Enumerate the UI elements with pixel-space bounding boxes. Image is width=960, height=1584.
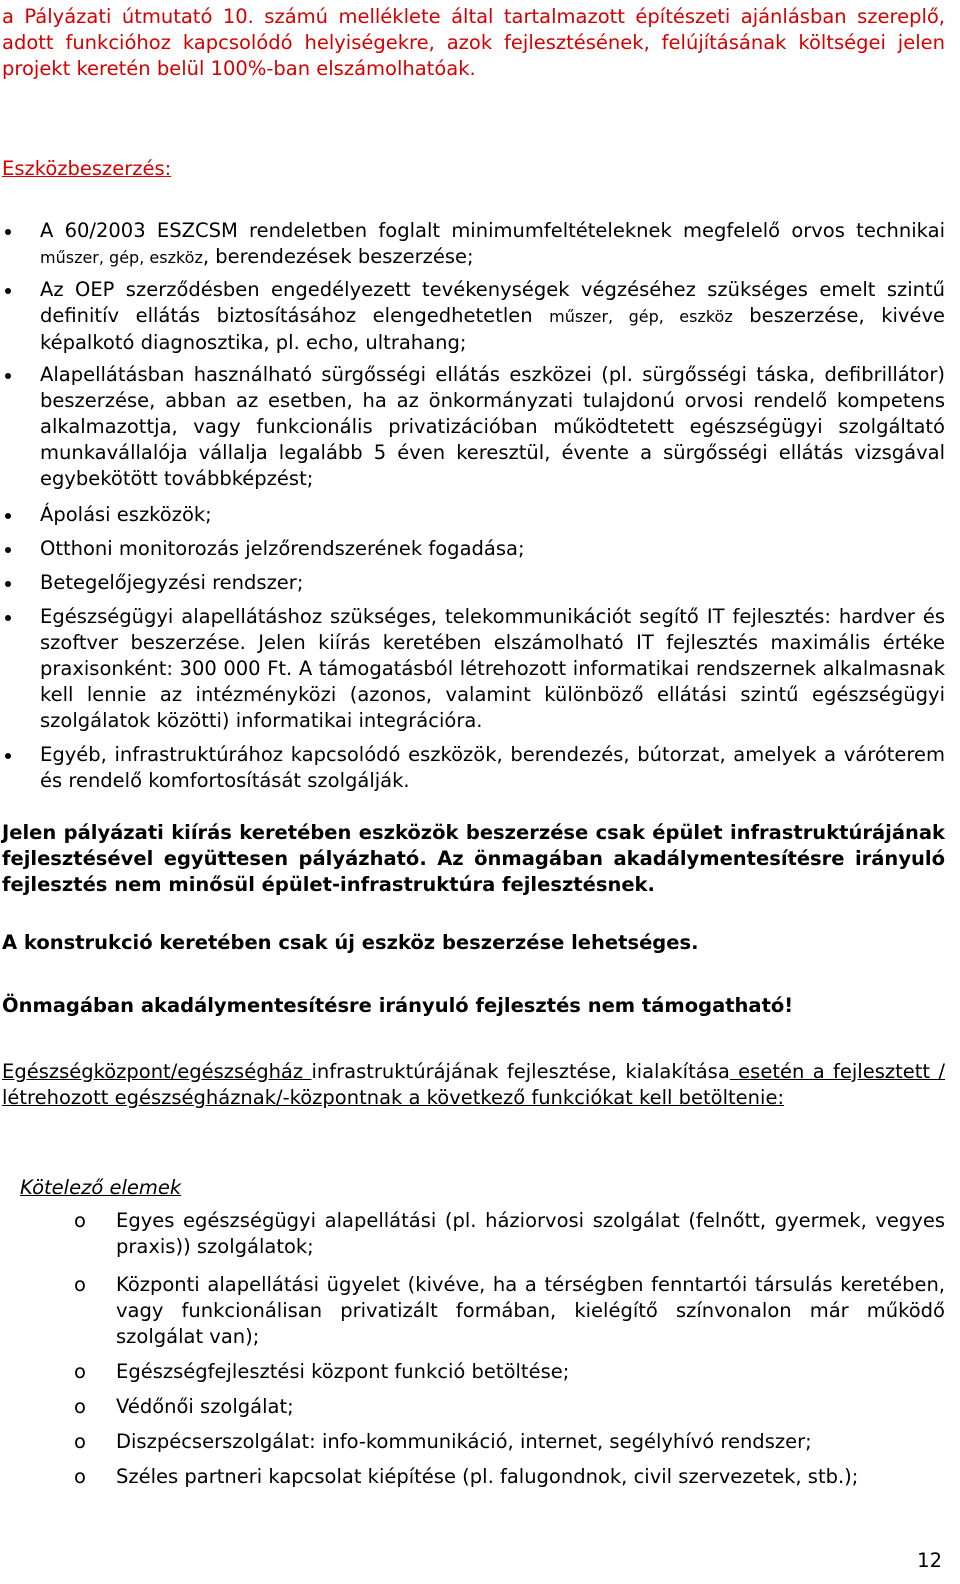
- page-number: 12: [917, 1549, 942, 1572]
- list-item: [0, 742, 945, 794]
- list-item-text: Betegelőjegyzési rendszer;: [40, 571, 304, 594]
- bold-paragraph-3: Önmagában akadálymentesítésre irányuló fejlesztés nem támogatható!: [2, 994, 794, 1017]
- list-item: o Diszpécserszolgálat: info-kommunikáció, internet, segélyhívó rendszer;: [0, 1429, 945, 1455]
- bold-paragraph-2: A konstrukció keretében csak új eszköz beszerzése lehetséges.: [2, 931, 699, 954]
- list-item: o Védőnői szolgálat;: [0, 1394, 945, 1420]
- list-item-text: , berendezések beszerzése;: [202, 245, 474, 268]
- bold-paragraph-1: Jelen pályázati kiírás keretében eszközök beszerzése csak épület infrastruktúrájának fejlesztésével együttesen pályázható. Az önmagában akadálymentesítésre irányuló fejlesztés nem minősül épület-infrastruktúra fejlesztésnek.: [2, 821, 945, 896]
- center-plain-text: infrastruktúrájának fejlesztése, kialakítása: [311, 1060, 730, 1083]
- list-item: [0, 536, 945, 562]
- list-item: o Egyes egészségügyi alapellátási (pl. háziorvosi szolgálat (felnőtt, gyermek, vegyes praxis)) szolgálatok;: [0, 1208, 945, 1260]
- list-item-text: Egyéb, infrastruktúrához kapcsolódó eszközök, berendezés, bútorzat, amelyek a váróterem és rendelő komfortosítását szolgálják.: [40, 743, 945, 792]
- center-underlined-text: Egészségközpont/egészségház: [2, 1060, 312, 1083]
- list-item-text: Otthoni monitorozás jelzőrendszerének fogadása;: [40, 537, 525, 560]
- list-item-text-small: műszer, gép, eszköz: [40, 248, 203, 267]
- intro-paragraph: a Pályázati útmutató 10. számú melléklete által tartalmazott építészeti ajánlásban szereplő, adott funkcióhoz kapcsolódó helyiségekre, azok fejlesztésének, felújításának költségei jelen projekt keretén belül 100%-ban elszámolhatóak.: [2, 5, 945, 80]
- list-item: o Széles partneri kapcsolat kiépítése (pl. falugondnok, civil szervezetek, stb.);: [0, 1464, 945, 1490]
- list-item-text: beszerzése, kivéve képalkotó diagnosztika, pl. echo, ultrahang;: [40, 304, 945, 354]
- list-item: o Egészségfejlesztési központ funkció betöltése;: [0, 1359, 945, 1385]
- kotelezo-heading: Kötelező elemek: [20, 1176, 182, 1199]
- list-item-text: Egészségügyi alapellátáshoz szükséges, telekommunikációt segítő IT fejlesztés: hardver és szoftver beszerzése. Jelen kiírás keretében elszámolható IT fejlesztés maximális értéke praxisonként: 300 000 Ft. A támogatásból létrehozott informatikai rendszernek alkalmasnak kell lennie az intézményközi (azonos, valamint különböző ellátási szintű egészségügyi szolgálatok közötti) informatikai integrációra.: [40, 605, 945, 732]
- center-underlined-text: esetén a fejlesztett / létrehozott egészségháznak/-központnak a következő funkciókat kell betöltenie:: [2, 1060, 945, 1109]
- list-item-text: Ápolási eszközök;: [40, 503, 212, 526]
- eszkoz-list: [0, 218, 945, 794]
- list-item: [0, 218, 945, 271]
- list-item-text: A 60/2003 ESZCSM rendeletben foglalt minimumfeltételeknek megfelelő orvos technikai: [40, 219, 945, 242]
- list-item-text: Alapellátásban használható sürgősségi ellátás eszközei (pl. sürgősségi táska, defibrillátor) beszerzése, abban az esetben, ha az önkormányzati tulajdonú orvosi rendelő kompetens alkalmazottja, vagy funkcionális privatizációban működtetett egészségügyi szolgáltató munkavállalója vállalja legalább 5 éven keresztül, évente a sürgősségi ellátás vizsgával egybekötött továbbképzést;: [40, 363, 945, 490]
- list-item-text: Az OEP szerződésben engedélyezett tevékenységek végzéséhez szükséges emelt szintű definitív ellátás biztosításához elengedhetetlen: [40, 278, 945, 327]
- list-item: o Központi alapellátási ügyelet (kivéve, ha a térségben fenntartói társulás keretében, vagy funkcionálisan privatizált formában, kielégítő színvonalon már működő szolgálat van);: [0, 1272, 945, 1350]
- eszkozbeszerzes-heading: Eszközbeszerzés:: [2, 157, 172, 180]
- center-paragraph: [2, 1059, 945, 1111]
- kotelezo-list: [0, 1208, 945, 1490]
- list-item: [0, 277, 945, 356]
- list-item: [0, 362, 945, 492]
- list-item: [0, 604, 945, 734]
- list-item-text-small: műszer, gép, eszköz: [549, 307, 733, 326]
- list-item: [0, 502, 945, 528]
- list-item: [0, 570, 945, 596]
